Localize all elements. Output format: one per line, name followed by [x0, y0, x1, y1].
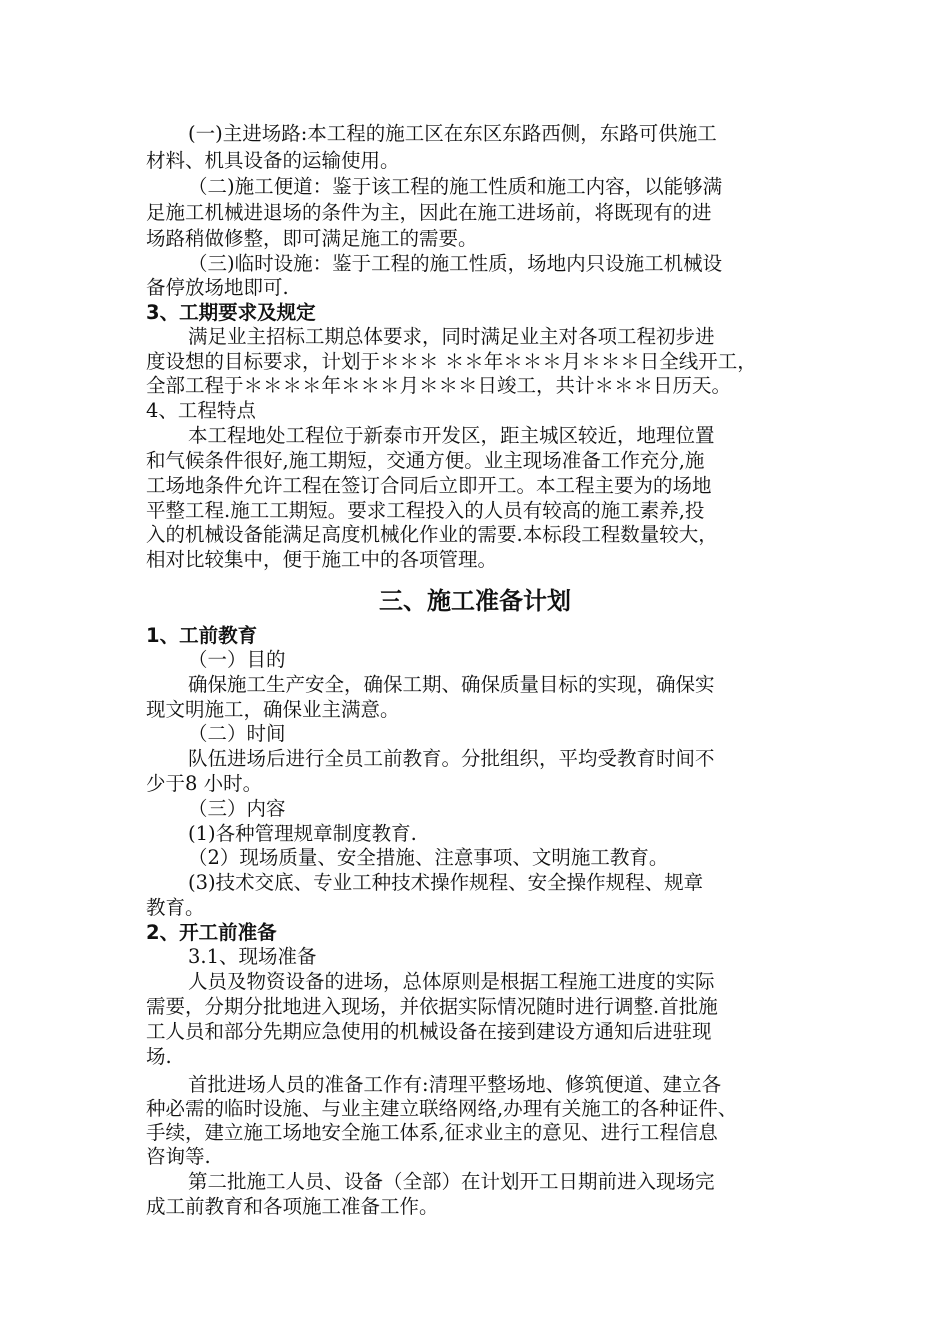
para-site-prep-cont: 需要，分期分批地进入现场，并依据实际情况随时进行调整.首批施 [146, 995, 718, 1018]
para-site-prep: 人员及物资设备的进场，总体原则是根据工程施工进度的实际 [188, 970, 715, 993]
para-features-cont: 工场地条件允许工程在签订合同后立即开工。本工程主要为的场地 [146, 474, 712, 497]
heading-pre-start-prep: 2、开工前准备 [146, 921, 277, 944]
para-purpose-cont: 现文明施工，确保业主满意。 [146, 698, 400, 721]
list-item-3: (3)技术交底、专业工种技术操作规程、安全操作规程、规章 [188, 871, 704, 894]
heading-pre-work-education: 1、工前教育 [146, 624, 258, 647]
para-features-cont: 相对比较集中，便于施工中的各项管理。 [146, 548, 498, 571]
para-schedule-cont: 度设想的目标要求，计划于＊＊＊ ＊＊年＊＊＊月＊＊＊日全线开工， [146, 350, 757, 373]
para-first-batch-cont: 种必需的临时设施、与业主建立联络网络,办理有关施工的各种证件、 [146, 1097, 738, 1120]
para-purpose: 确保施工生产安全，确保工期、确保质量目标的实现，确保实 [188, 673, 715, 696]
para-time: 队伍进场后进行全员工前教育。分批组织，平均受教育时间不 [188, 747, 715, 770]
para-access-road-cont: 场路稍做修整，即可满足施工的需要。 [146, 227, 478, 250]
subheading-site-prep: 3.1、现场准备 [188, 945, 317, 968]
subheading-time: （二）时间 [188, 722, 286, 745]
subheading-purpose: （一）目的 [188, 648, 286, 671]
para-second-batch-cont: 成工前教育和各项施工准备工作。 [146, 1195, 439, 1218]
para-features-cont: 平整工程.施工工期短。要求工程投入的人员有较高的施工素养,投 [146, 499, 705, 522]
para-main-road-cont: 材料、机具设备的运输使用。 [146, 149, 400, 172]
para-access-road: （二)施工便道：鉴于该工程的施工性质和施工内容，以能够满 [188, 175, 723, 198]
list-item-3-cont: 教育。 [146, 896, 205, 919]
para-time-cont: 少于8 小时。 [146, 772, 263, 795]
para-site-prep-cont: 场. [146, 1045, 172, 1068]
para-first-batch-cont: 咨询等. [146, 1145, 211, 1168]
para-site-prep-cont: 工人员和部分先期应急使用的机械设备在接到建设方通知后进驻现 [146, 1020, 712, 1043]
para-temp-facilities-cont: 备停放场地即可. [146, 276, 289, 299]
para-schedule-cont: 全部工程于＊＊＊＊年＊＊＊月＊＊＊日竣工，共计＊＊＊日历天。 [146, 374, 732, 397]
para-features-cont: 入的机械设备能满足高度机械化作业的需要.本标段工程数量较大， [146, 523, 718, 546]
list-item-2: （2）现场质量、安全措施、注意事项、文明施工教育。 [188, 846, 669, 869]
subheading-content: （三）内容 [188, 797, 286, 820]
para-first-batch: 首批进场人员的准备工作有:清理平整场地、修筑便道、建立各 [188, 1073, 722, 1096]
para-temp-facilities: （三)临时设施：鉴于工程的施工性质，场地内只设施工机械设 [188, 252, 723, 275]
heading-features: 4、工程特点 [146, 399, 256, 422]
heading-schedule: 3、工期要求及规定 [146, 301, 316, 324]
para-access-road-cont: 足施工机械进退场的条件为主，因此在施工进场前，将既现有的进 [146, 201, 712, 224]
para-main-road: (一)主进场路:本工程的施工区在东区东路西侧，东路可供施工 [188, 122, 717, 145]
section-title: 三、施工准备计划 [379, 587, 571, 615]
para-second-batch: 第二批施工人员、设备（全部）在计划开工日期前进入现场完 [188, 1170, 715, 1193]
para-first-batch-cont: 手续，建立施工场地安全施工体系,征求业主的意见、进行工程信息 [146, 1121, 718, 1144]
list-item-1: (1)各种管理规章制度教育. [188, 822, 417, 845]
para-schedule: 满足业主招标工期总体要求，同时满足业主对各项工程初步进 [188, 325, 715, 348]
para-features: 本工程地处工程位于新泰市开发区，距主城区较近，地理位置 [188, 424, 715, 447]
para-features-cont: 和气候条件很好,施工期短，交通方便。业主现场准备工作充分,施 [146, 449, 705, 472]
